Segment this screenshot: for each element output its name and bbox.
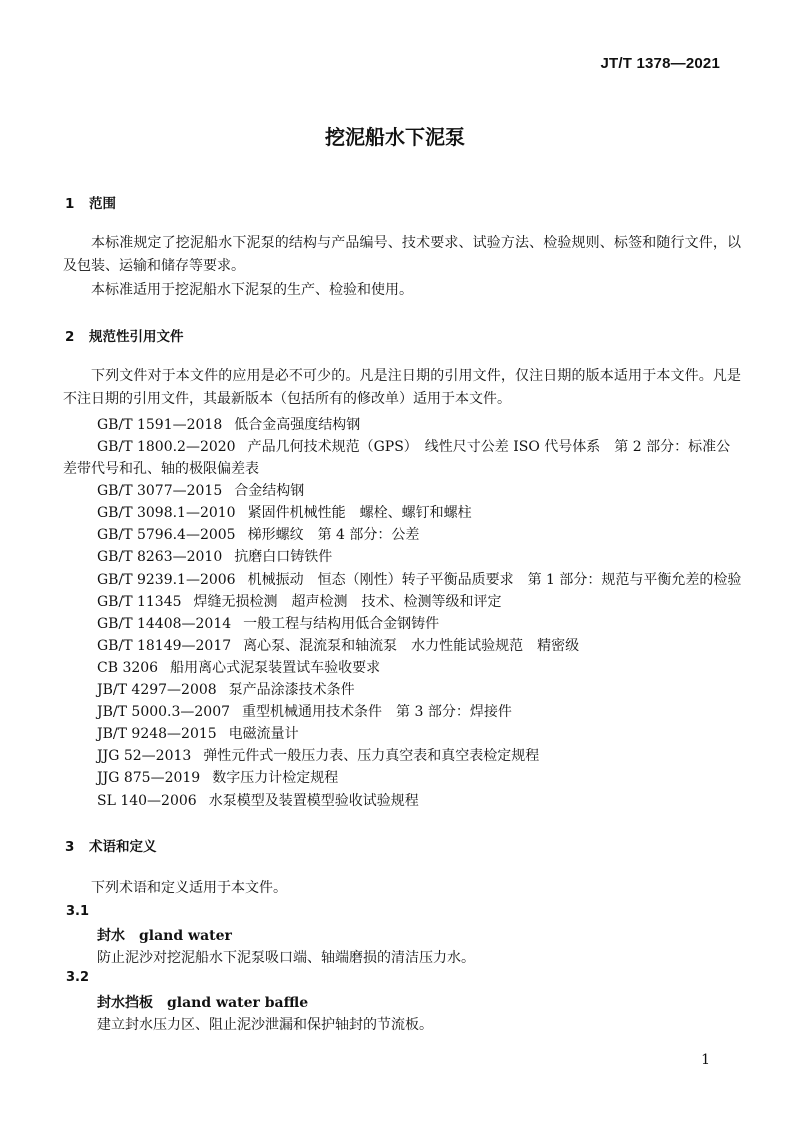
section-title: 术语和定义 [89, 839, 157, 855]
scope-paragraph-2: 本标准适用于挖泥船水下泥泵的生产、检验和使用。 [91, 282, 413, 298]
reference-code: JB/T 4297—2008 [97, 682, 217, 698]
reference-item [97, 679, 355, 699]
reference-code: GB/T 5796.4—2005 [97, 527, 236, 543]
reference-item [97, 723, 299, 743]
reference-code: SL 140—2006 [97, 793, 197, 809]
reference-code: JJG 52—2013 [97, 748, 192, 764]
reference-code: CB 3206 [97, 660, 159, 676]
reference-code: JJG 875—2019 [97, 770, 201, 786]
reference-item [97, 635, 579, 655]
reference-item [97, 767, 338, 787]
section-3-heading [65, 835, 157, 855]
section-1-heading [65, 192, 116, 212]
reference-item [97, 790, 419, 810]
reference-code: GB/T 18149—2017 [97, 638, 232, 654]
terms-intro: 下列术语和定义适用于本文件。 [91, 880, 287, 896]
reference-code: GB/T 3077—2015 [97, 483, 223, 499]
reference-item [97, 524, 419, 544]
reference-title-continued: 差带代号和孔、轴的极限偏差表 [63, 461, 259, 477]
section-2-heading [65, 325, 184, 345]
reference-title: 抗磨白口铸铁件 [234, 549, 333, 565]
reference-code: JB/T 9248—2015 [97, 726, 217, 742]
reference-item [97, 591, 502, 611]
reference-item [97, 569, 741, 589]
reference-code: GB/T 8263—2010 [97, 549, 223, 565]
reference-title: 梯形螺纹 第 4 部分：公差 [247, 527, 420, 543]
document-title: 挖泥船水下泥泵 [325, 125, 465, 149]
reference-item [97, 701, 512, 721]
standard-code: JT/T 1378—2021 [600, 55, 720, 72]
term-name-en: gland water baffle [167, 995, 309, 1011]
term-number: 3.2 [66, 970, 90, 985]
reference-code: GB/T 14408—2014 [97, 616, 232, 632]
reference-title: 离心泵、混流泵和轴流泵 水力性能试验规范 精密级 [243, 638, 580, 654]
reference-title: 产品几何技术规范（GPS） 线性尺寸公差 ISO 代号体系 第 2 部分：标准公 [247, 439, 731, 455]
scope-paragraph-1: 本标准规定了挖泥船水下泥泵的结构与产品编号、技术要求、试验方法、检验规则、标签和随行文件，以及包装、运输和储存等要求。 [63, 235, 741, 274]
reference-code: GB/T 3098.1—2010 [97, 505, 236, 521]
term-definition: 防止泥沙对挖泥船水下泥泵吸口端、轴端磨损的清洁压力水。 [97, 950, 475, 966]
reference-title: 水泵模型及装置模型验收试验规程 [208, 793, 419, 809]
reference-title: 一般工程与结构用低合金钢铸件 [243, 616, 440, 632]
reference-item [97, 613, 439, 633]
reference-item [97, 480, 304, 500]
reference-title: 弹性元件式一般压力表、压力真空表和真空表检定规程 [203, 748, 540, 764]
reference-code: GB/T 1800.2—2020 [97, 439, 236, 455]
reference-code: GB/T 11345 [97, 594, 182, 610]
reference-title: 重型机械通用技术条件 第 3 部分：焊接件 [242, 704, 512, 720]
reference-title: 合金结构钢 [234, 483, 305, 499]
reference-title: 紧固件机械性能 螺栓、螺钉和螺柱 [247, 505, 472, 521]
section-title: 规范性引用文件 [89, 329, 184, 345]
page-number: 1 [701, 1052, 710, 1068]
reference-item [97, 436, 730, 456]
reference-title: 船用离心式泥泵装置试车验收要求 [170, 660, 381, 676]
term-definition: 建立封水压力区、阻止泥沙泄漏和保护轴封的节流板。 [97, 1017, 433, 1033]
section-number: 1 [65, 196, 75, 212]
reference-code: GB/T 1591—2018 [97, 417, 223, 433]
term-name-en: gland water [139, 928, 232, 944]
term-name-zh: 封水 [97, 928, 125, 944]
reference-code: GB/T 9239.1—2006 [97, 572, 236, 588]
term-name [97, 992, 308, 1012]
reference-code: JB/T 5000.3—2007 [97, 704, 231, 720]
reference-item [97, 546, 332, 566]
section-title: 范围 [89, 196, 116, 212]
term-name-zh: 封水挡板 [97, 995, 153, 1011]
reference-item [97, 745, 539, 765]
references-intro: 下列文件对于本文件的应用是必不可少的。凡是注日期的引用文件，仅注日期的版本适用于本文件。凡是不注日期的引用文件，其最新版本（包括所有的修改单）适用于本文件。 [63, 368, 741, 407]
section-number: 2 [65, 329, 75, 345]
reference-title: 低合金高强度结构钢 [234, 417, 361, 433]
term-name [97, 925, 232, 945]
term-number: 3.1 [66, 904, 90, 919]
reference-title: 电磁流量计 [228, 726, 299, 742]
reference-item [97, 414, 360, 434]
reference-title: 泵产品涂漆技术条件 [228, 682, 355, 698]
section-number: 3 [65, 839, 75, 855]
reference-item [97, 502, 472, 522]
reference-title: 焊缝无损检测 超声检测 技术、检测等级和评定 [193, 594, 502, 610]
reference-item [97, 657, 380, 677]
reference-title: 机械振动 恒态（刚性）转子平衡品质要求 第 1 部分：规范与平衡允差的检验 [247, 572, 742, 588]
reference-title: 数字压力计检定规程 [212, 770, 339, 786]
